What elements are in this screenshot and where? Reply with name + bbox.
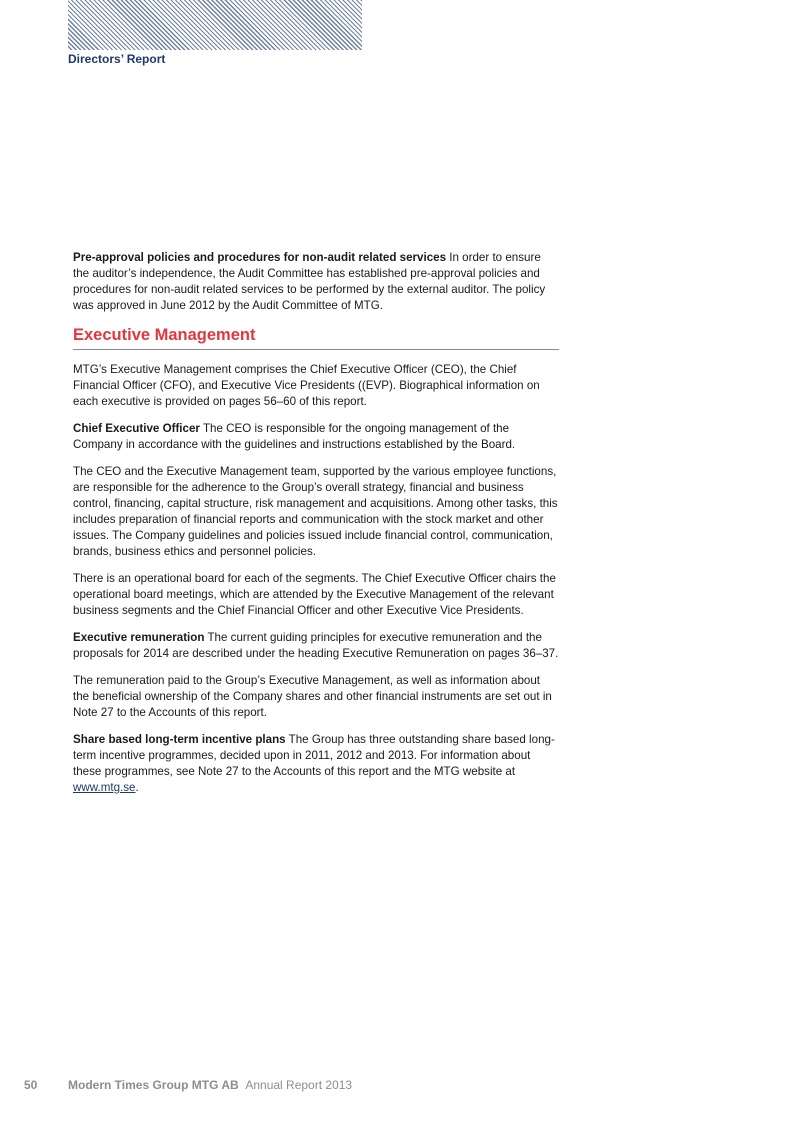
section-heading: Executive Management bbox=[73, 325, 559, 350]
ceo-heading: Chief Executive Officer bbox=[73, 422, 200, 435]
remuneration-heading: Executive remuneration bbox=[73, 631, 205, 644]
exec-intro: MTG’s Executive Management comprises the Chief Executive Officer (CEO), the Chief Financial Officer (CFO), and Executive Vice Presidents ((EVP). Biographical information on each executive is provided on pages 56–60 of this report. bbox=[73, 363, 540, 408]
page-number: 50 bbox=[24, 1078, 38, 1092]
share-plans-paragraph bbox=[73, 732, 559, 796]
preapproval-paragraph bbox=[73, 250, 559, 314]
report-name: Annual Report 2013 bbox=[245, 1078, 353, 1092]
preapproval-heading: Pre-approval policies and procedures for non-audit related services bbox=[73, 251, 447, 264]
remuneration-text: The current guiding principles for executive remuneration and the proposals for 2014 are described under the heading Executive Remuneration on pages 36–37. bbox=[73, 631, 559, 660]
main-content bbox=[73, 250, 559, 807]
ceo-paragraph bbox=[73, 421, 559, 453]
team-paragraph: The CEO and the Executive Management team, supported by the various employee functions, are responsible for the adherence to the Group’s overall strategy, financial and business control, financing, capital structure, risk management and acquisitions. Among other tasks, this includes preparation of financial reports and communication with the stock market and other issues. The Company guidelines and policies issued include financial control, communication, brands, business ethics and personnel policies. bbox=[73, 465, 558, 558]
board-paragraph: There is an operational board for each of the segments. The Chief Executive Officer chairs the operational board meetings, which are attended by the Executive Management of the relevant business segments and the Chief Financial Officer and other Executive Vice Presidents. bbox=[73, 572, 556, 617]
share-plans-heading: Share based long-term incentive plans bbox=[73, 733, 286, 746]
mtg-website-link[interactable]: www.mtg.se bbox=[73, 781, 136, 794]
header-hatch-decoration bbox=[68, 0, 362, 50]
page-footer bbox=[24, 1078, 352, 1092]
ceo-text: The CEO is responsible for the ongoing management of the Company in accordance with the guidelines and instructions established by the Board. bbox=[73, 422, 516, 451]
section-label: Directors’ Report bbox=[68, 52, 166, 66]
preapproval-text: In order to ensure the auditor’s independence, the Audit Committee has established pre-approval policies and procedures for non-audit related services to be performed by the external auditor. The policy was approved in June 2012 by the Audit Committee of MTG. bbox=[73, 251, 546, 312]
remuneration-paid-paragraph: The remuneration paid to the Group’s Executive Management, as well as information about the beneficial ownership of the Company shares and other financial instruments are set out in Note 27 to the Accounts of this report. bbox=[73, 674, 552, 719]
remuneration-paragraph bbox=[73, 630, 559, 662]
period: . bbox=[135, 781, 139, 794]
share-plans-text: The Group has three outstanding share based long-term incentive programmes, decided upon in 2011, 2012 and 2013. For information about these programmes, see Note 27 to the Accounts of this report and the MTG website at bbox=[73, 733, 555, 778]
company-name: Modern Times Group MTG AB bbox=[68, 1078, 239, 1092]
